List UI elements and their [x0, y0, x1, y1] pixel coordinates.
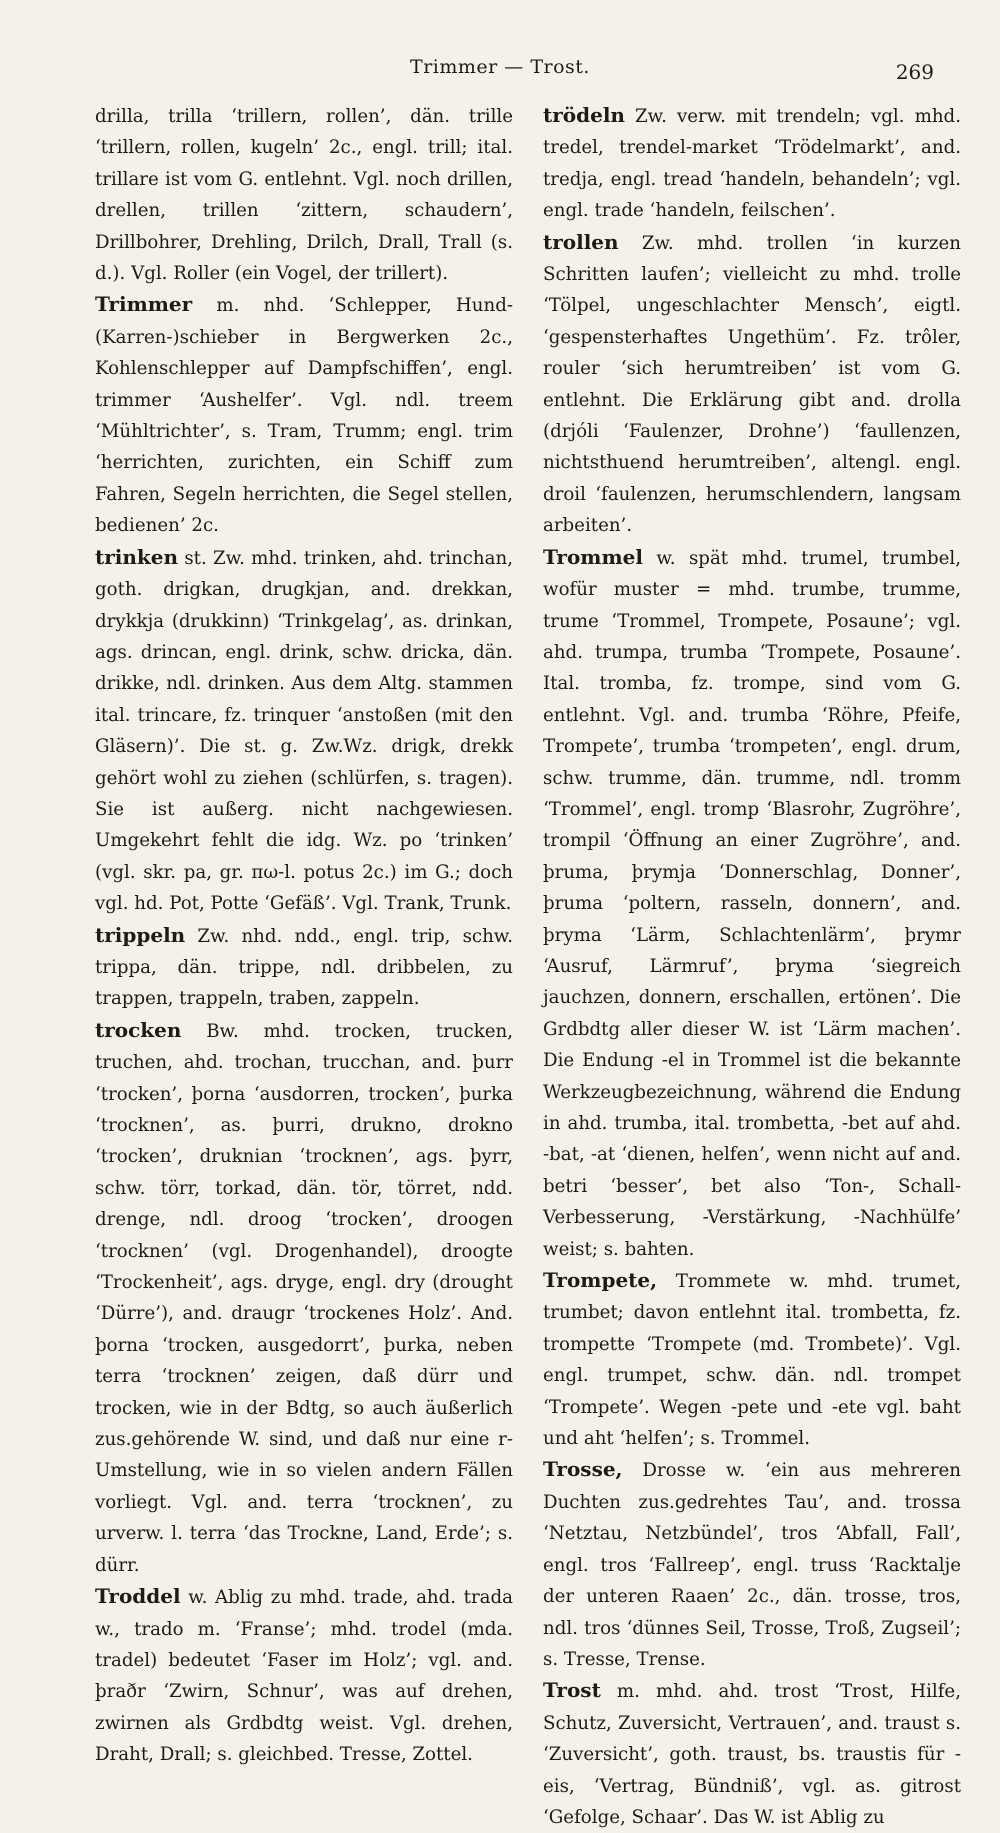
entry-headword: trocken	[95, 1017, 182, 1042]
entry-trosse	[543, 1454, 961, 1675]
left-column	[95, 100, 513, 1771]
entry-text: Bw. mhd. trocken, trucken, truchen, ahd. trochan, trucchan, and. þurr ‘trocken’, þorna ‘ausdorren, trocken’, þurka ‘trocknen’, as. þurri, drukno, drokno ‘trocken’, druknian ‘trocknen’, ags. þyrr, schw. törr, torkad, dän. tör, törret, ndd. drenge, ndl. droog ‘trocken’, droogen ‘trocknen’ (vgl. Drogenhandel), droogte ‘Trockenheit’, ags. dryge, engl. dry (drought ‘Dürre’), and. draugr ‘trockenes Holz’. And. þorna ‘trocken, ausgedorrt’, þurka, neben terra ‘trocknen’ zeigen, daß dürr und trocken, wie in der Bdtg, so auch äußerlich zus.gehörende W. sind, und daß nur eine r-Umstellung, wie in so vielen andern Fällen vorliegt. Vgl. and. terra ‘trocknen’, zu urverw. l. terra ‘das Trockne, Land, Erde’; s. dürr.	[95, 1020, 513, 1576]
entry-text: Zw. nhd. ndd., engl. trip, schw. trippa, dän. trippe, ndl. dribbelen, zu trappen, trappeln, traben, zappeln.	[95, 925, 513, 1010]
entry-text: Zw. verw. mit trendeln; vgl. mhd. tredel, trendel-market ‘Trödelmarkt’, and. tredja, engl. tread ‘handeln, behandeln’; vgl. engl. trade ‘handeln, feilschen’.	[543, 106, 961, 222]
entry-headword: trödeln	[543, 103, 625, 127]
entry-text: m. mhd. ahd. trost ‘Trost, Hilfe, Schutz, Zuversicht, Vertrauen’, and. traust s. ‘Zuversicht’, goth. traust, bs. traustis für -eis, ‘Vertrag, Bündniß’, vgl. as. gitrost ‘Gefolge, Schaar’. Das W. ist Ablig zu	[543, 1681, 961, 1828]
running-head: Trimmer — Trost.	[410, 56, 590, 78]
entry-headword: trinken	[95, 544, 179, 569]
entry-troedeln	[543, 100, 961, 227]
page-number: 269	[895, 60, 934, 84]
entry-text: Trommete w. mhd. trumet, trumbet; davon entlehnt ital. trombetta, fz. trompette ‘Trompete (md. Trombete)’. Vgl. engl. trumpet, schw. dän. ndl. trompet ‘Trompete’. Wegen -pete und -ete vgl. baht und aht ‘helfen’; s. Trommel.	[543, 1271, 961, 1450]
entry-text: w. Ablig zu mhd. trade, ahd. trada w., trado m. ‘Franse’; mhd. trodel (mda. tradel) bedeutet ‘Faser im Holz’; vgl. and. þraðr ‘Zwirn, Schnur’, was auf drehen, zwirnen als Grdbdtg weist. Vgl. drehen, Draht, Drall; s. gleichbed. Tresse, Zottel.	[95, 1587, 513, 1766]
entry-text: w. spät mhd. trumel, trumbel, wofür muster = mhd. trumbe, trumme, trume ‘Trommel, Trompete, Posaune’; vgl. ahd. trumpa, trumba ‘Trompete, Posaune’. Ital. tromba, fz. trompe, sind vom G. entlehnt. Vgl. and. trumba ‘Röhre, Pfeife, Trompete’, trumba ‘trompeten’, engl. drum, schw. trumme, dän. trumme, ndl. tromm ‘Trommel’, engl. tromp ‘Blasrohr, Zugröhre’, trompil ‘Öffnung an einer Zugröhre’, and. þruma, þrymja ‘Donnerschlag, Donner’, þruma ‘poltern, rasseln, donnern’, and. þryma ‘Lärm, Schlachtenlärm’, þrymr ‘Ausruf, Lärmruf’, þryma ‘siegreich jauchzen, donnern, erschallen, ertönen’. Die Grdbdtg aller dieser W. ist ‘Lärm machen’. Die Endung -el in Trommel ist die bekannte Werkzeugbezeichnung, während die Endung in ahd. trumba, ital. trombetta, -bet auf ahd. -bat, -at ‘dienen, helfen’, wenn nicht auf and. betri ‘besser’, bet also ‘Ton-, Schall-Verbesserung, -Verstärkung, -Nachhülfe’ weist; s. bahten.	[543, 547, 961, 1260]
entry-troddel	[95, 1581, 513, 1770]
entry-trocken	[95, 1015, 513, 1581]
entry-trommel	[543, 542, 961, 1265]
entry-headword: trippeln	[95, 922, 186, 947]
entry-trimmer	[95, 289, 513, 541]
entry-text: drilla, trilla ‘trillern, rollen’, dän. trille ‘trillern, rollen, kugeln’ 2c., engl. trill; ital. trillare ist vom G. entlehnt. Vgl. noch drillen, drellen, trillen ‘zittern, schaudern’, Drillbohrer, Drehling, Drilch, Drall, Trall (s. d.). Vgl. Roller (ein Vogel, der trillert).	[95, 106, 513, 285]
entry-headword: Trommel	[543, 544, 643, 569]
entry-headword: Trosse,	[543, 1457, 623, 1482]
entry-trompete	[543, 1265, 961, 1454]
entry-headword: trollen	[543, 229, 619, 254]
entry-text: st. Zw. mhd. trinken, ahd. trinchan, goth. drigkan, drugkjan, and. drekkan, drykkja (drukkinn) ‘Trinkgelag’, as. drinkan, ags. drincan, engl. drink, schw. dricka, dän. drikke, ndl. drinken. Aus dem Altg. stammen ital. trincare, fz. trinquer ‘anstoßen (mit den Gläsern)’. Die st. g. Zw.Wz. drigk, drekk gehört wohl zu ziehen (schlürfen, s. tragen). Sie ist außerg. nicht nachgewiesen. Umgekehrt fehlt die idg. Wz. po ‘trinken’ (vgl. skr. pa, gr. πω-l. potus 2c.) im G.; doch vgl. hd. Pot, Potte ‘Gefäß’. Vgl. Trank, Trunk.	[95, 547, 513, 915]
entry-text: Zw. mhd. trollen ‘in kurzen Schritten laufen’; vielleicht zu mhd. trolle ‘Tölpel, ungeschlachter Mensch’, eigtl. ‘gespensterhaftes Ungethüm’. Fz. trôler, rouler ‘sich herumtreiben’ ist vom G. entlehnt. Die Erklärung gibt and. drolla (drjóli ‘Faulenzer, Drohne’) ‘faullenzen, nichtsthuend herumtreiben’, altengl. engl. droil ‘faulenzen, herumschlendern, langsam arbeiten’.	[543, 232, 961, 537]
right-column	[543, 100, 961, 1833]
entry-headword: Trompete,	[543, 1268, 658, 1293]
entry-text: Drosse w. ‘ein aus mehreren Duchten zus.gedrehtes Tau’, and. trossa ‘Netztau, Netzbündel’, tros ‘Abfall, Fall’, engl. tros ‘Fallreep’, engl. truss ‘Racktalje der unteren Raaen’ 2c., dän. trosse, tros, ndl. tros ‘dünnes Seil, Trosse, Troß, Zugseil’; s. Tresse, Trense.	[543, 1460, 961, 1670]
entry-headword: Trost	[543, 1678, 601, 1703]
entry-continuation	[95, 100, 513, 289]
entry-text: m. nhd. ‘Schlepper, Hund-(Karren-)schieber in Bergwerken 2c., Kohlenschlepper auf Dampfschiffen’, engl. trimmer ‘Aushelfer’. Vgl. ndl. treem ‘Mühltrichter’, s. Tram, Trumm; engl. trim ‘herrichten, zurichten, ein Schiff zum Fahren, Segeln herrichten, die Segel stellen, bedienen’ 2c.	[95, 295, 513, 537]
entry-trost	[543, 1675, 961, 1833]
entry-trinken	[95, 542, 513, 920]
entry-headword: Troddel	[95, 1584, 181, 1609]
entry-trippeln	[95, 920, 513, 1015]
entry-headword: Trimmer	[95, 292, 193, 317]
entry-trollen	[543, 227, 961, 542]
